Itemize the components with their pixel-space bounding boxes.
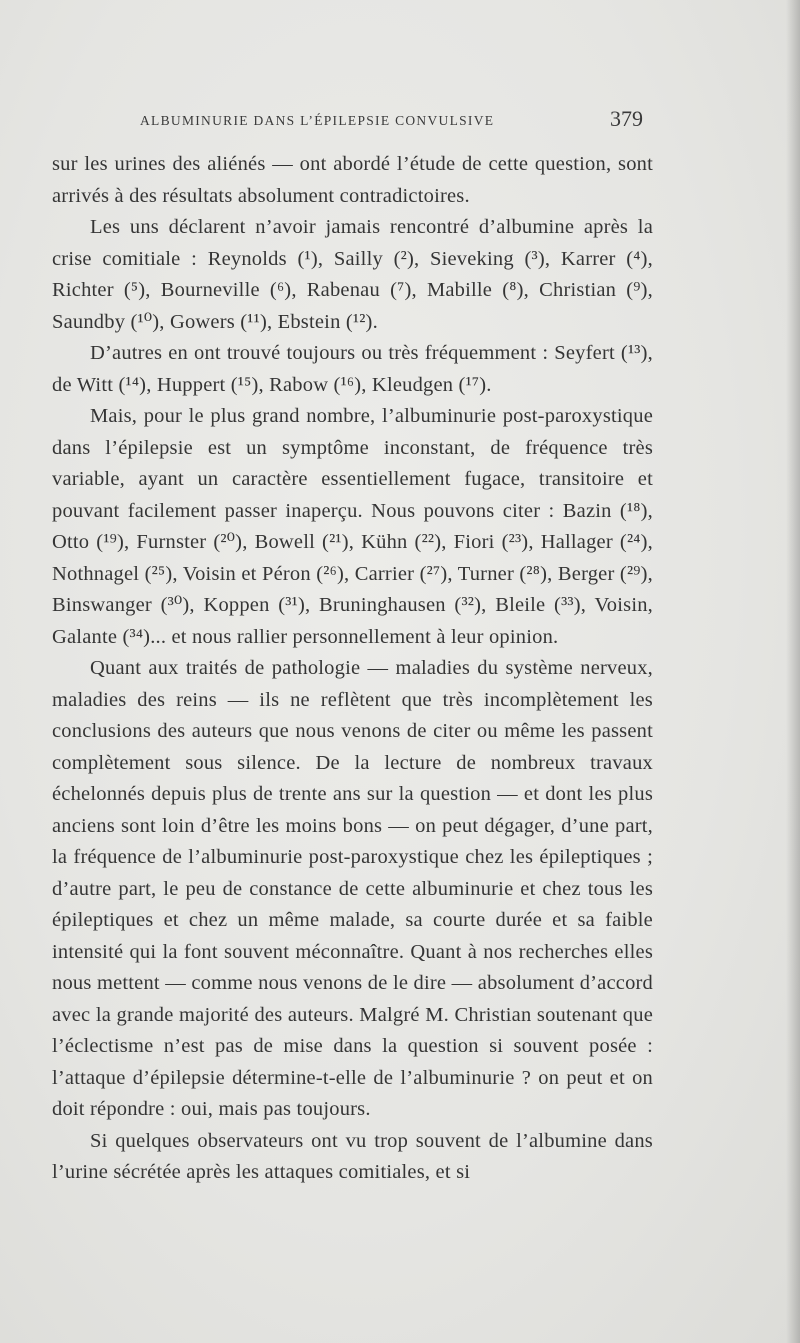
paragraph-5: Quant aux traités de pathologie — maladies du système nerveux, maladies des reins — ils ne reflètent que très incomplètement les conclusions des auteurs que nous venons de citer ou même les passent complètement sous silence. De la lecture de nombreux travaux échelonnés depuis plus de trente ans sur la question — et dont les plus anciens sont loin d’être les moins bons — on peut dégager, d’une part, la fréquence de l’albuminurie post-paroxystique chez les épileptiques ; d’autre part, le peu de constance de cette albuminurie et chez tous les épileptiques et chez un même malade, sa courte durée et sa faible intensité qui la font souvent méconnaître. Quant à nos recherches elles nous mettent — comme nous venons de le dire — absolument d’accord avec la grande majorité des auteurs. Malgré M. Christian soutenant que l’éclectisme n’est pas de mise dans la question si souvent posée : l’attaque d’épilepsie détermine-t-elle de l’albuminurie ? on peut et on doit répondre : oui, mais pas toujours.	[52, 657, 653, 1120]
paragraph-6: Si quelques observateurs ont vu trop souvent de l’albumine dans l’urine sécrétée après les attaques comitiales, et si	[52, 1129, 653, 1183]
paragraph-2: Les uns déclarent n’avoir jamais rencontré d’albumine après la crise comitiale : Reynolds (¹), Sailly (²), Sieveking (³), Karrer (⁴), Richter (⁵), Bourneville (⁶), Rabenau (⁷), Mabille (⁸), Christian (⁹), Saundby (¹⁰), Gowers (¹¹), Ebstein (¹²).	[52, 216, 653, 333]
paragraph-1: sur les urines des aliénés — ont abordé l’étude de cette question, sont arrivés à des résultats absolument contradictoires.	[52, 153, 653, 207]
body-text	[52, 149, 653, 1189]
paragraph-4: Mais, pour le plus grand nombre, l’albuminurie post-paroxystique dans l’épilepsie est un symptôme inconstant, de fréquence très variable, ayant un caractère essentiellement fugace, transitoire et pouvant facilement passer inaperçu. Nous pouvons citer : Bazin (¹⁸), Otto (¹⁹), Furnster (²⁰), Bowell (²¹), Kühn (²²), Fiori (²³), Hallager (²⁴), Nothnagel (²⁵), Voisin et Péron (²⁶), Carrier (²⁷), Turner (²⁸), Berger (²⁹), Binswanger (³⁰), Koppen (³¹), Bruninghausen (³²), Bleile (³³), Voisin, Galante (³⁴)... et nous rallier personnellement à leur opinion.	[52, 405, 653, 648]
page-number: 379	[610, 106, 643, 131]
running-title: ALBUMINURIE DANS L’ÉPILEPSIE CONVULSIVE	[140, 113, 495, 128]
paragraph-3: D’autres en ont trouvé toujours ou très fréquemment : Seyfert (¹³), de Witt (¹⁴), Huppert (¹⁵), Rabow (¹⁶), Kleudgen (¹⁷).	[52, 342, 653, 396]
page-edge-shadow	[786, 0, 800, 1343]
